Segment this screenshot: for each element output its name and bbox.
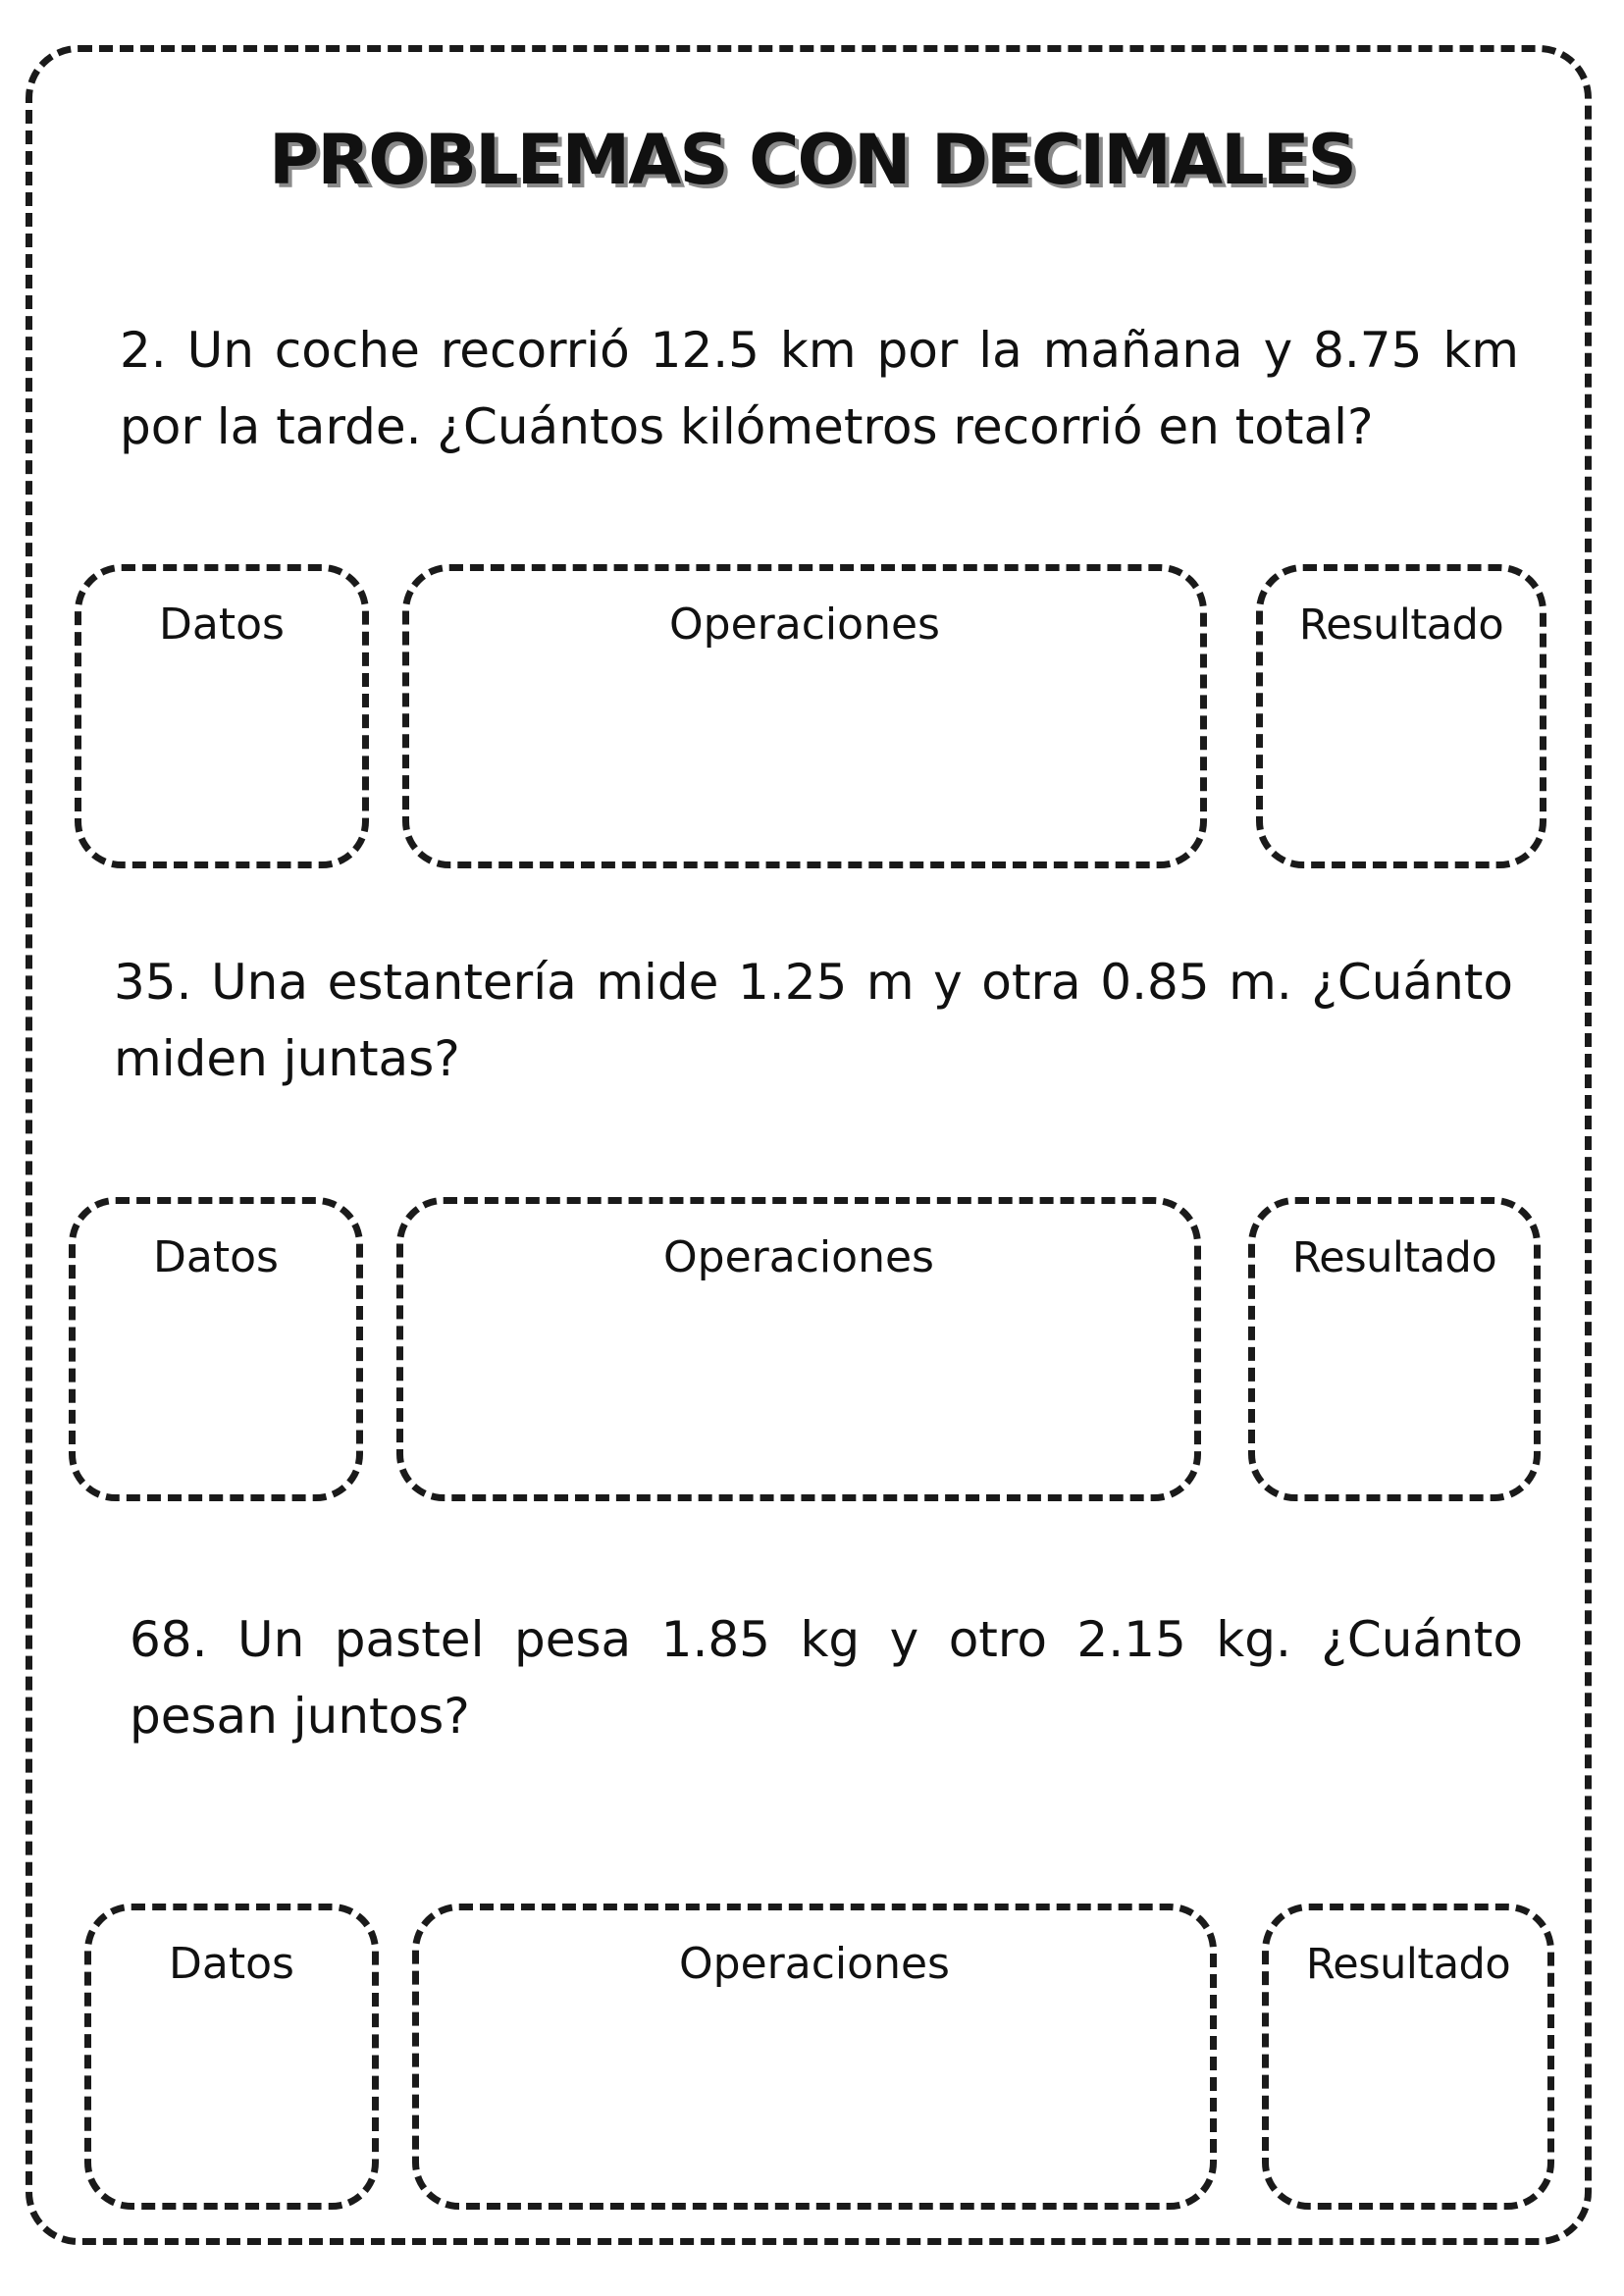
problem-1-text: 2. Un coche recorrió 12.5 km por la mañana y 8.75 km por la tarde. ¿Cuántos kilómetros recorrió en total?: [120, 322, 1519, 455]
problem-3-resultado-box[interactable]: [1262, 1904, 1554, 2210]
resultado-label: Resultado: [1305, 1940, 1511, 1989]
problem-3-operaciones-box[interactable]: [412, 1904, 1217, 2210]
problem-2-operaciones-box[interactable]: [396, 1197, 1201, 1501]
operaciones-label: Operaciones: [663, 1232, 934, 1282]
problem-1-operaciones-box[interactable]: [402, 564, 1207, 868]
datos-label: Datos: [153, 1232, 279, 1282]
datos-label: Datos: [169, 1939, 294, 1989]
problem-1-datos-box[interactable]: [75, 564, 369, 868]
problem-2-text: 35. Una estantería mide 1.25 m y otra 0.85 m. ¿Cuánto miden juntas?: [114, 954, 1513, 1087]
problem-1-resultado-box[interactable]: [1256, 564, 1546, 868]
problem-2-datos-box[interactable]: [69, 1197, 363, 1501]
datos-label: Datos: [159, 600, 285, 650]
resultado-label: Resultado: [1298, 600, 1504, 650]
problem-3-datos-box[interactable]: [84, 1904, 379, 2210]
operaciones-label: Operaciones: [679, 1939, 950, 1989]
page-title: PROBLEMAS CON DECIMALES: [269, 120, 1355, 200]
problem-3-text: 68. Un pastel pesa 1.85 kg y otro 2.15 kg. ¿Cuánto pesan juntos?: [130, 1611, 1523, 1745]
problem-2-resultado-box[interactable]: [1248, 1197, 1541, 1501]
operaciones-label: Operaciones: [669, 600, 940, 650]
resultado-label: Resultado: [1291, 1233, 1497, 1282]
